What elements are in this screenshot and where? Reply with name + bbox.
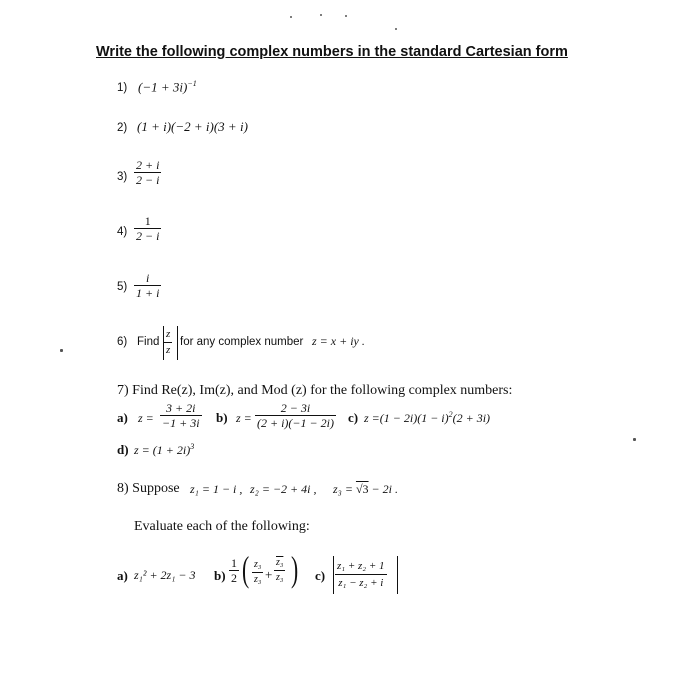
question-5-fraction: [134, 271, 161, 300]
q7-a-denominator: −1 + 3i: [162, 416, 200, 430]
q7-c-exponent: 2: [448, 410, 453, 419]
q5-numerator: i: [146, 271, 150, 285]
question-8-text: 8) Suppose: [117, 481, 180, 496]
q7-a-numerator: 3 + 2i: [166, 401, 196, 415]
q8-b-half-numerator: 1: [231, 556, 237, 570]
q8-b-term1-denominator: z₃: [254, 574, 262, 585]
q8-b-half-denominator: 2: [231, 571, 237, 585]
q7-d-base: z = (1 + 2i): [134, 443, 191, 457]
q8-c-label: c): [315, 568, 326, 583]
question-3-number: 3): [117, 171, 128, 183]
q4-numerator: 1: [144, 214, 151, 228]
page-title: Write the following complex numbers in the standard Cartesian form: [96, 44, 568, 60]
q7-b-lhs: z =: [236, 411, 252, 425]
question-6-expression: z = x + iy .: [312, 334, 365, 348]
q8-b-term1: [252, 558, 263, 587]
q7-d-expression: [134, 442, 194, 458]
q8-b-right-paren: ): [291, 549, 299, 589]
question-4-fraction: [134, 214, 161, 243]
scan-speck: [320, 14, 322, 16]
question-5-number: 5): [117, 281, 128, 293]
q8-z3-sqrt: √3: [355, 482, 369, 496]
q8-z2: z₂ = −2 + 4i ,: [250, 482, 317, 496]
q8-z3: [333, 482, 398, 497]
question-3-fraction: [134, 158, 161, 187]
q3-numerator: 2 + i: [136, 158, 160, 172]
q8-b-term2-numerator: z₃: [276, 557, 284, 568]
question-6-tail: for any complex number: [180, 336, 304, 348]
q6-numerator: z: [166, 328, 171, 340]
q8-evaluate: Evaluate each of the following:: [134, 519, 310, 534]
q7-a-label: a): [117, 410, 128, 425]
question-7-text: 7) Find Re(z), Im(z), and Mod (z) for the following complex numbers:: [117, 383, 513, 398]
q8-c-abs-right: [397, 556, 398, 594]
scan-speck: [395, 28, 397, 30]
q6-denominator: z: [166, 344, 171, 356]
q7-b-fraction: [255, 401, 336, 430]
question-2-number: 2): [117, 122, 128, 134]
q7-c-base: z =(1 − 2i)(1 − i): [364, 411, 449, 425]
q8-a-label: a): [117, 568, 128, 583]
q5-denominator: 1 + i: [136, 286, 160, 300]
q8-c-denominator: z₁ − z₂ + i: [335, 574, 387, 591]
scan-speck: [345, 15, 347, 17]
q7-b-label: b): [216, 410, 228, 425]
q7-d-exponent: 3: [190, 442, 195, 451]
q8-b-plus: +: [265, 567, 273, 582]
q8-z3-suffix: − 2i .: [368, 482, 398, 496]
q7-b-numerator: 2 − 3i: [280, 401, 311, 415]
question-1-number: 1): [117, 82, 128, 94]
q7-a-lhs: z =: [138, 411, 154, 425]
scan-speck: [290, 16, 292, 18]
q8-a-expression: z₁² + 2z₁ − 3: [134, 568, 196, 582]
q8-z3-prefix: z₃ =: [333, 482, 356, 496]
q3-denominator: 2 − i: [136, 173, 160, 187]
question-6-find: Find: [137, 336, 160, 348]
question-4-number: 4): [117, 226, 128, 238]
question-6-number: 6): [117, 336, 128, 348]
q8-b-term1-numerator: z₃: [254, 559, 262, 570]
q7-a-fraction: [160, 401, 202, 430]
q8-z1: z₁ = 1 − i ,: [190, 482, 243, 496]
q8-b-left-paren: (: [242, 549, 250, 589]
q8-b-label: b): [214, 568, 226, 583]
q8-c-numerator: z₁ + z₂ + 1: [337, 560, 385, 572]
q7-c-expression: [364, 410, 490, 426]
q7-d-label: d): [117, 442, 129, 457]
q8-b-half: [229, 556, 239, 585]
scan-speck: [60, 349, 63, 352]
q7-b-denominator: (2 + i)(−1 − 2i): [257, 416, 334, 430]
q4-denominator: 2 − i: [136, 229, 160, 243]
question-1-expression: [138, 79, 197, 95]
question-6-fraction: [164, 327, 172, 358]
question-2-expression: (1 + i)(−2 + i)(3 + i): [137, 119, 248, 134]
q1-exponent: −1: [187, 79, 197, 88]
q8-c-abs-left: [333, 556, 334, 594]
q8-c-fraction: [335, 558, 387, 591]
abs-bar-right: [177, 326, 178, 360]
q1-base: (−1 + 3i): [138, 79, 188, 95]
scan-speck: [633, 438, 636, 441]
q7-c-tail: (2 + 3i): [452, 411, 491, 425]
q8-b-term2-denominator: z₃: [276, 572, 284, 583]
q8-b-term2: [274, 556, 285, 585]
q7-c-label: c): [348, 410, 359, 425]
